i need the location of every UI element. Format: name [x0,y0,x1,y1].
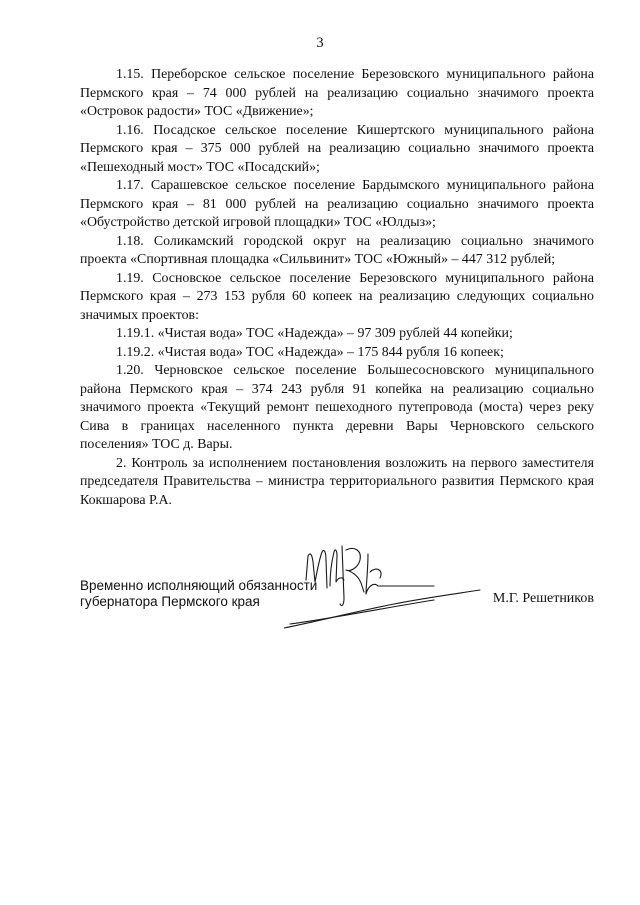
paragraph-1-19-1: 1.19.1. «Чистая вода» ТОС «Надежда» – 97 309 рублей 44 копейки; [116,326,513,341]
paragraph-1-17: 1.17. Сарашевское сельское поселение Бардымского муниципального района Пермского края – 81 000 рублей на реализацию социально значимого проекта «Обустройство детской игровой площадки» ТОС «Юлдыз»; [80,178,594,230]
document-body [80,66,594,510]
signatory-role-line-1: Временно исполняющий обязанности [80,578,318,593]
paragraph-1-16: 1.16. Посадское сельское поселение Кишертского муниципального района Пермского края – 375 000 рублей на реализацию социально значимого проекта «Пешеходный мост» ТОС «Посадский»; [80,122,594,175]
paragraph-1-20: 1.20. Черновское сельское поселение Большесосновского муниципального района Пермского края – 374 243 рубля 91 копейка на реализацию социально значимого проекта «Текущий ремонт пешеходного путепровода (моста) через реку Сива в границах населенного пункта деревни Вары Черновского сельского поселения» ТОС д. Вары. [80,363,594,452]
signatory-role [80,578,317,609]
paragraph-1-19-2: 1.19.2. «Чистая вода» ТОС «Надежда» – 175 844 рубля 16 копеек; [116,344,504,360]
paragraph-2: 2. Контроль за исполнением постановления возложить на первого заместителя председателя Правительства – министра территориального развития Пермского края Кокшарова Р.А. [80,455,594,508]
signature-block [80,578,594,638]
signatory-role-line-2: губернатора Пермского края [80,593,260,609]
handwritten-signature-icon [284,542,482,632]
paragraph-1-15: 1.15. Переборское сельское поселение Березовского муниципального района Пермского края – 74 000 рублей на реализацию социально значимого проекта «Островок радости» ТОС «Движение»; [80,67,594,119]
page-number: 3 [316,35,324,51]
paragraph-1-19: 1.19. Сосновское сельское поселение Березовского муниципального района Пермского края – 273 153 рубля 60 копеек на реализацию следующих социально значимых проектов: [80,270,594,323]
paragraph-1-18: 1.18. Соликамский городской округ на реализацию социально значимого проекта «Спортивная площадка «Сильвинит» ТОС «Южный» – 447 312 рублей; [80,233,594,267]
signatory-name: М.Г. Решетников [492,591,594,606]
